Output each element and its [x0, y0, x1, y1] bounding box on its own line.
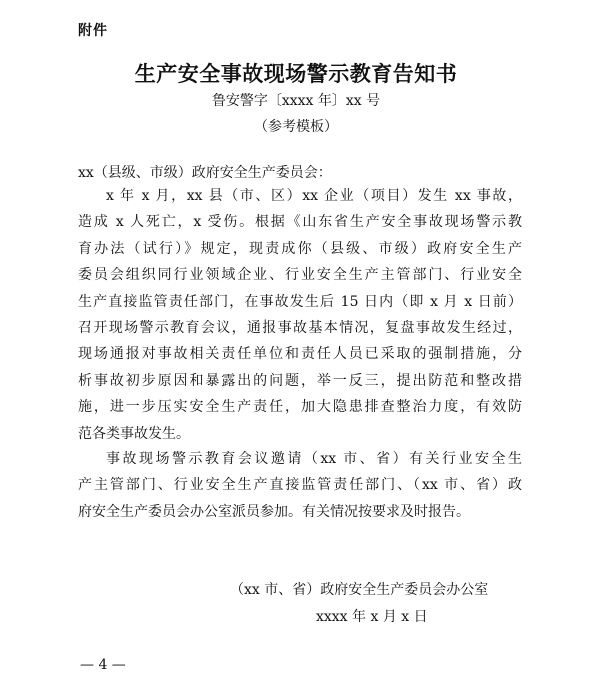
paragraph-line: 召开现场警示教育会议，通报事故基本情况，复盘事故发生经过， — [78, 320, 522, 337]
paragraph-line: 范各类事故发生。 — [78, 425, 190, 442]
paragraph-line: 析事故初步原因和暴露出的问题，举一反三，提出防范和整改措 — [78, 372, 522, 389]
issuer-signature: （xx 市、省）政府安全生产委员会办公室 — [230, 582, 489, 598]
paragraph-line: 施，进一步压实安全生产责任，加大隐患排查整治力度，有效防 — [78, 399, 522, 416]
body-paragraph-2 — [78, 446, 522, 525]
paragraph-line: 事故现场警示教育会议邀请（xx 市、省）有关行业安全生 — [106, 451, 522, 467]
paragraph-line: 造成 x 人死亡，x 受伤。根据《山东省生产安全事故现场警示教 — [78, 214, 522, 231]
paragraph-line: 委员会组织同行业领域企业、行业安全生产主管部门、行业安全 — [78, 267, 522, 284]
body-paragraph-1 — [78, 183, 522, 447]
paragraph-line: 育办法（试行）》规定，现责成你（县级、市级）政府安全生产 — [78, 240, 522, 257]
salutation: xx（县级、市级）政府安全生产委员会： — [78, 165, 332, 181]
paragraph-line: 府安全生产委员会办公室派员参加。有关情况按要求及时报告。 — [78, 503, 470, 520]
paragraph-line: x 年 x 月，xx 县（市、区）xx 企业（项目）发生 xx 事故， — [106, 188, 522, 204]
attachment-label: 附件 — [78, 23, 108, 39]
paragraph-line: 生产直接监管责任部门，在事故发生后 15 日内（即 x 月 x 日前） — [78, 293, 522, 310]
document-number: 鲁安警字〔xxxx 年〕xx 号 — [211, 93, 381, 109]
template-note: （参考模板） — [254, 119, 338, 135]
paragraph-line: 现场通报对事故相关责任单位和责任人员已采取的强制措施，分 — [78, 346, 522, 363]
page-number: — 4 — — [80, 657, 126, 673]
issue-date: xxxx 年 x 月 x 日 — [316, 609, 428, 625]
document-title: 生产安全事故现场警示教育告知书 — [134, 62, 458, 86]
paragraph-line: 产主管部门、行业安全生产直接监管责任部门、（xx 市、省）政 — [78, 477, 522, 494]
